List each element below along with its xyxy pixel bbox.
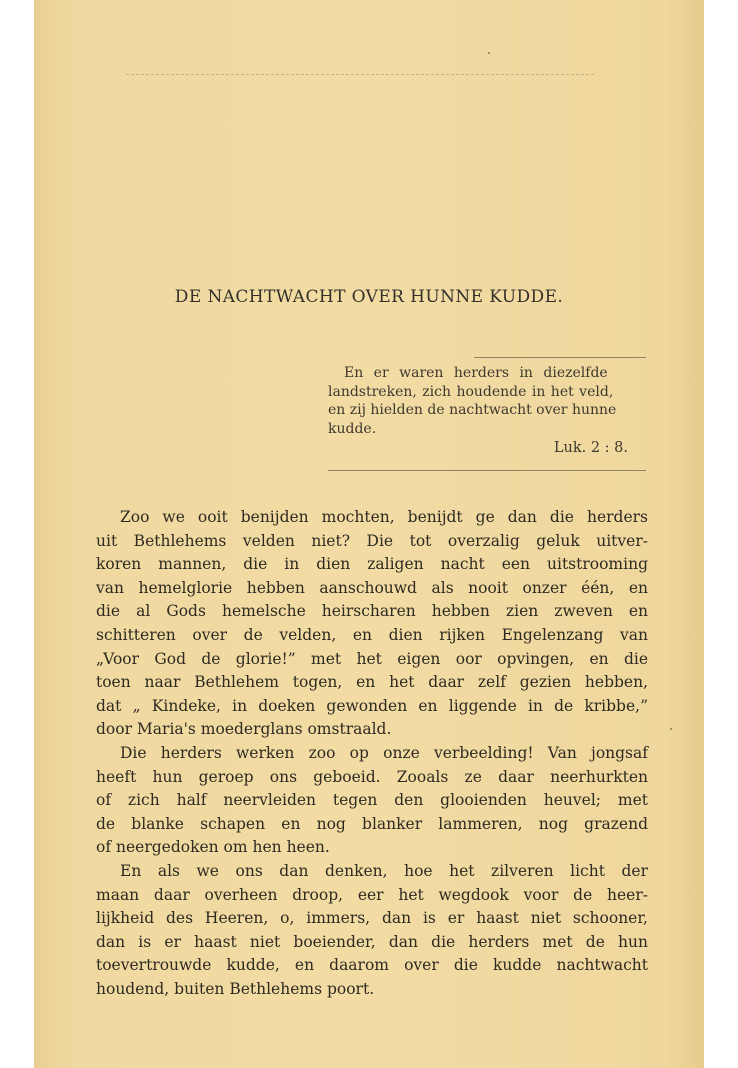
epigraph-line: landstreken, zich houdende in het veld, bbox=[328, 383, 614, 400]
text-line: schitteren over de velden, en dien rijken Engelenzang van bbox=[96, 625, 648, 644]
text-line: „Voor God de glorie!” met het eigen oor opvingen, en die bbox=[96, 649, 648, 668]
text-line: lijkheid des Heeren, o, immers, dan is er haast niet schooner, bbox=[96, 909, 648, 928]
top-ornament-rule bbox=[126, 74, 594, 75]
text-line: toen naar Bethlehem togen, en het daar zelf gezien hebben, bbox=[96, 673, 648, 692]
text-line: toevertrouwde kudde, en daarom over die kudde nachtwacht bbox=[96, 956, 648, 975]
text-line: heeft hun geroep ons geboeid. Zooals ze daar neerhurkten bbox=[96, 767, 648, 786]
paper-speck bbox=[488, 52, 490, 54]
text-line: maan daar overheen droop, eer het wegdook voor de heer- bbox=[96, 885, 648, 904]
text-line: koren mannen, die in dien zaligen nacht een uitstrooming bbox=[96, 555, 648, 574]
text-line: dat „ Kindeke, in doeken gewonden en liggende in de kribbe,” bbox=[96, 696, 648, 715]
text-line: die al Gods hemelsche heirscharen hebben zien zweven en bbox=[96, 602, 648, 621]
body-text bbox=[96, 506, 648, 1001]
epigraph-line: En er waren herders in diezelfde bbox=[344, 365, 608, 381]
text-line: van hemelglorie hebben aanschouwd als nooit onzer één, en bbox=[96, 578, 648, 597]
text-line: of zich half neervleiden tegen den glooienden heuvel; met bbox=[96, 791, 648, 810]
book-page bbox=[34, 0, 704, 1068]
text-line: de blanke schapen en nog blanker lammeren, nog grazend bbox=[96, 814, 648, 833]
text-line: door Maria's moederglans omstraald. bbox=[96, 720, 392, 739]
paper-speck bbox=[670, 728, 672, 730]
text-line: dan is er haast niet boeiender, dan die herders met de hun bbox=[96, 932, 648, 951]
text-line: uit Bethlehems velden niet? Die tot overzalig geluk uitver- bbox=[96, 531, 648, 550]
text-line: Zoo we ooit benijden mochten, benijdt ge dan die herders bbox=[120, 508, 648, 526]
epigraph-bottom-rule bbox=[328, 470, 646, 471]
epigraph-line: kudde. bbox=[328, 420, 377, 437]
text-line: of neergedoken om hen heen. bbox=[96, 838, 330, 857]
chapter-heading: DE NACHTWACHT OVER HUNNE KUDDE. bbox=[174, 287, 564, 307]
text-line: houdend, buiten Bethlehems poort. bbox=[96, 979, 375, 998]
epigraph-reference: Luk. 2 : 8. bbox=[553, 440, 628, 456]
text-line: Die herders werken zoo op onze verbeelding! Van jongsaf bbox=[120, 743, 648, 762]
text-line: En als we ons dan denken, hoe het zilveren licht der bbox=[120, 861, 648, 880]
epigraph-line: en zij hielden de nachtwacht over hunne bbox=[328, 402, 617, 418]
epigraph bbox=[328, 364, 646, 438]
epigraph-top-rule bbox=[474, 357, 646, 358]
